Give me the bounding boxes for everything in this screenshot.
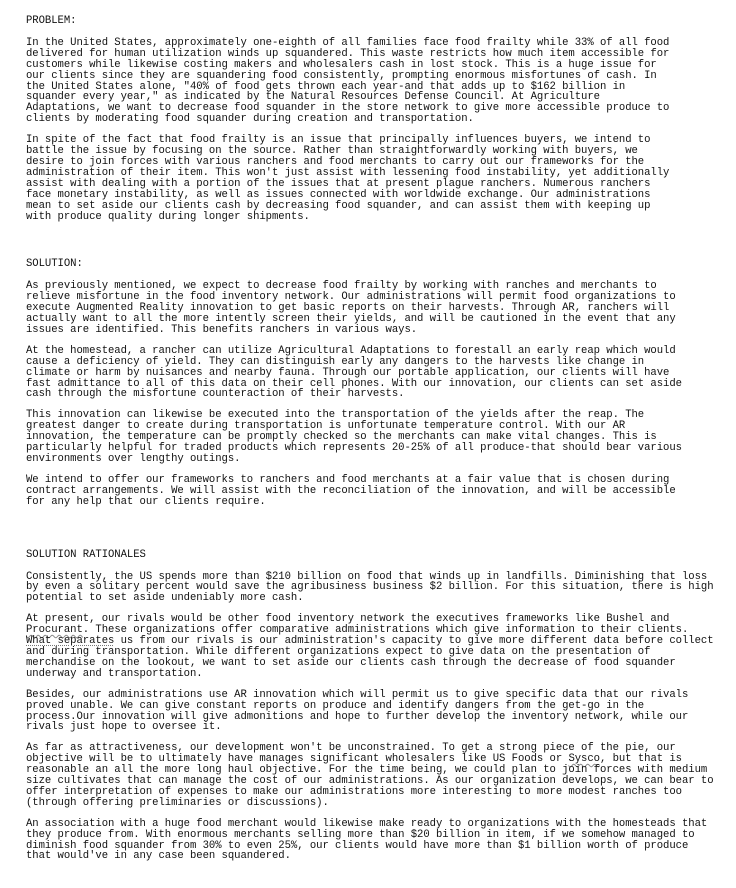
solution-paragraph-4: We intend to offer our frameworks to ranchers and food merchants at a fair value that is chosen during contract arrangements. We will assist with the reconciliation of the innovation, and will be accessible for any help that our clients require. [26,473,676,508]
problem-paragraph-1: In the United States, approximately one-eighth of all families face food frailty while 33% of all food delivered for human utilization winds up squandered. This waste restricts how much item accessible for customers while likewise costing makers and wholesalers cash in lost stock. This is a huge issue for our clients since they are squandering food consistently, prompting enormous misfortunes of cash. In the United States alone, "40% of food gets thrown each year-and that adds up to $162 billion in squander every year," as indicated by the Natural Resources Defense Council. At Agriculture Adaptations, we want to decrease food squander in the store network to give more accessible produce to clients by moderating food squander during creation and transportation. [26,36,670,126]
rationales-p2-line1: At present, our rivals would be other food inventory network the executives frameworks like Bushel and [26,613,670,626]
rationales-p4-line2-post: , but that is [599,753,682,766]
rationales-paragraph-1: Consistently, the US spends more than $210 billion on food that winds up in landfills. Diminishing that loss by even a solitary percent would save the agribusiness business $2 billion. For this situation, there is high potential to set aside undeniably more cash. [26,570,714,605]
rationales-p4-line1: As far as attractiveness, our development won't be unconstrained. To get a strong piece of the pie, our [26,742,676,755]
problem-heading: PROBLEM: [26,15,77,27]
rationales-p4-rest: reasonable an all the more long haul objective. For the time being, we could plan to join forces with medium size cultivates that can manage the cost of our administrations. As our organization develops, we can bear to offer interpretation of expenses to make our administrations more interesting to more modest ranches too (through offering preliminaries or discussions). [26,764,714,809]
rationales-paragraph-4 [26,743,726,808]
rationales-paragraph-3: Besides, our administrations use AR innovation which will permit us to give specific data that our rivals proved unable. We can give constant reports on produce and identify dangers from the get-go in the process.Our innovation will give admonitions and hope to further develop the inventory network, while our rivals just hope to oversee it. [26,688,689,734]
rationales-heading: SOLUTION RATIONALES [26,548,146,561]
grammar-flag-what-separates: What separates [26,635,115,648]
rationales-p2-line2: . These organizations offer comparative administrations which give information to their clients. [82,624,689,637]
solution-heading: SOLUTION: [26,258,83,271]
section-spacer [26,232,726,259]
section-spacer [26,518,726,550]
solution-paragraph-1: As previously mentioned, we expect to decrease food frailty by working with ranches and merchants to relieve misfortune in the food inventory network. Our administrations will permit food organizations to execute Augmented Reality innovation to get basic reports on their harvests. Through AR, ranchers will actually want to all the more intently screen their yields, and will be cautioned in the event that any issues are identified. This benefits ranchers in various ways. [26,280,676,336]
rationales-paragraph-2 [26,614,726,679]
solution-paragraph-3: This innovation can likewise be executed into the transportation of the yields after the reap. The greatest danger to create during transportation is unfortunate temperature control. With our AR innovation, the temperature can be promptly checked so the merchants can make vital changes. This is particularly helpful for traded products which represents 20-25% of all produce-that should bear various environments over lengthy outings. [26,409,682,465]
spellcheck-word-procurant: Procurant [26,624,83,637]
rationales-paragraph-5: An association with a huge food merchant would likewise make ready to organizations with the homesteads that they produce from. With enormous merchants selling more than $20 billion in item, if we somehow managed to diminish food squander from 30% to even 25%, our clients would have more than $1 billion worth of produce that would've in any case been squandered. [26,817,708,863]
rationales-p2-line3: us from our rivals is our administration's capacity to give more different data before collect [114,635,714,648]
spellcheck-word-sysco: Sysco [568,753,600,766]
problem-paragraph-2: In spite of the fact that food frailty is an issue that principally influences buyers, we intend to battle the issue by focusing on the source. Rather than straightforwardly working with buyers, we desire to join forces with various ranchers and food merchants to carry out our frameworks for the administration of their item. This won't just assist with lessening food instability, yet additionally assist with dealing with a portion of the issues that at present plague ranchers. Numerous ranchers face monetary instability, as well as issues connected with worldwide exchange. Our administrations mean to set aside our clients cash by decreasing food squander, and can assist them with keeping up with produce quality during longer shipments. [26,134,670,223]
rationales-p2-rest: and during transportation. While different organizations expect to give data on the presentation of merchandise on the lookout, we want to set aside our clients cash through the decrease of food squander underway and transportation. [26,645,676,680]
solution-paragraph-2: At the homestead, a rancher can utilize Agricultural Adaptations to forestall an early reap which would cause a deficiency of yield. They can distinguish early any dangers to the harvests like change in climate or harm by nuisances and nearby fauna. Through our portable application, our clients will have fast admittance to all of this data on their cell phones. With our innovation, our clients can set aside cash through the misfortune counteraction of their harvests. [26,344,682,401]
document-page [26,16,726,872]
rationales-p4-line2-pre: objective will be to ultimately have manages significant wholesalers like US Foods or [26,753,569,766]
